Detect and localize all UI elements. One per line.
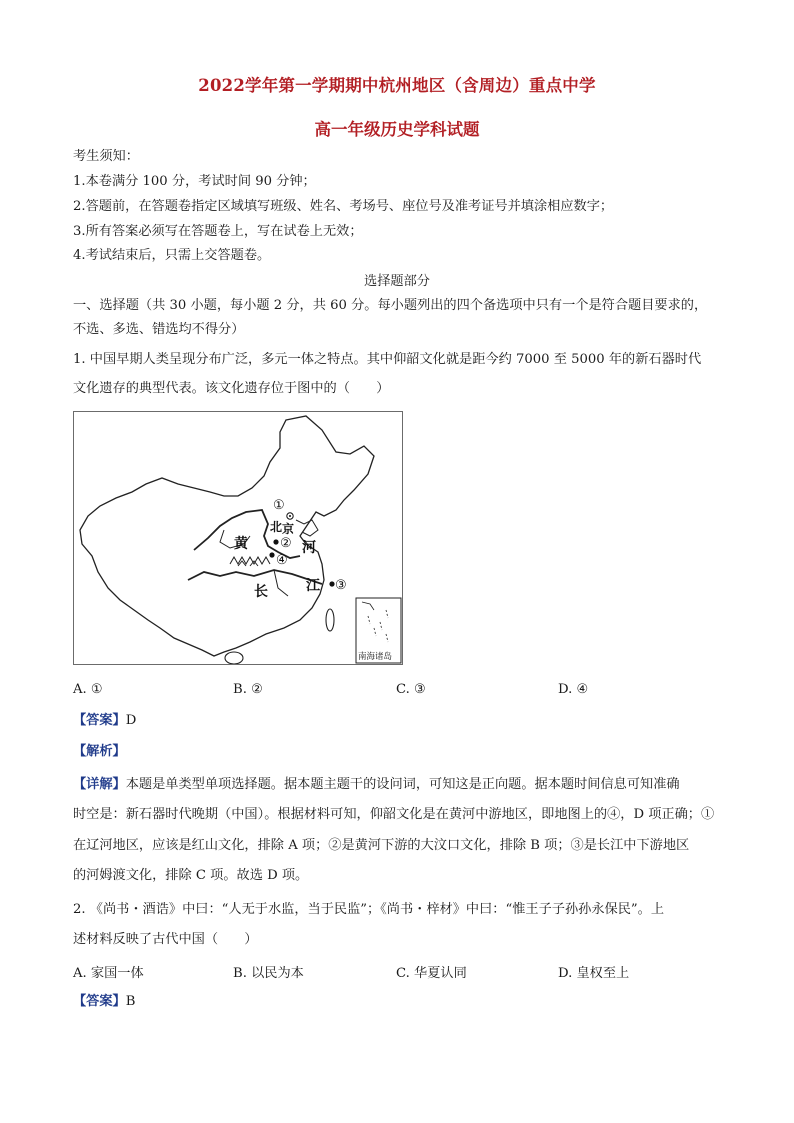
yellow-river-label: 黄 [234, 536, 248, 552]
q1-detail-cont: 在辽河地区，应该是红山文化，排除 A 项；②是黄河下游的大汶口文化，排除 B 项；③是长江中下游地区 [73, 838, 690, 853]
instruction-item: 4.考试结束后，只需上交答题卷。 [73, 248, 271, 263]
yangtze-label: 江 [306, 578, 320, 594]
q1-option-b: B. ② [233, 682, 263, 697]
taiwan-island [326, 609, 334, 631]
instruction-item: 3.所有答案必须写在答题卷上，写在试卷上无效； [73, 224, 363, 239]
exam-title-line2: 高一年级历史学科试题 [314, 120, 480, 139]
marker-1: ① [273, 498, 285, 513]
marker-4: ④ [276, 553, 288, 568]
qinling-mountains-icon [230, 557, 270, 566]
china-outline [80, 416, 374, 656]
answer-value: D [125, 713, 137, 728]
china-map [74, 412, 402, 664]
site-point-3 [329, 581, 334, 586]
section-intro: 一、选择题（共 30 小题，每小题 2 分，共 60 分。每小题列出的四个备选项中只有一个是符合题目要求的， [73, 298, 708, 313]
section-intro-cont: 不选、多选、错选均不得分） [73, 322, 245, 337]
site-point-4 [269, 552, 274, 557]
q1-detail-cont: 的河姆渡文化，排除 C 项。故选 D 项。 [73, 868, 309, 883]
q2-option-c: C. 华夏认同 [396, 966, 467, 981]
answer-tag: 【答案】 [73, 713, 126, 728]
site-point-2 [273, 539, 278, 544]
china-map-figure [73, 411, 403, 665]
beijing-label: 京 [282, 522, 295, 536]
q2-answer [73, 992, 753, 1012]
marker-2: ② [280, 536, 292, 551]
question-1-stem-cont: 文化遗存的典型代表。该文化遗存位于图中的（ ） [73, 381, 390, 396]
marker-3: ③ [335, 578, 347, 593]
q1-detail [73, 775, 753, 795]
q1-answer [73, 711, 753, 731]
exam-title-line1: 2022学年第一学期期中杭州地区（含周边）重点中学 [198, 76, 596, 95]
instructions-heading: 考生须知： [73, 149, 139, 164]
answer-tag: 【答案】 [73, 994, 126, 1009]
detail-text: 本题是单类型单项选择题。据本题主题干的设问词，可知这是正向题。据本题时间信息可知准确 [125, 777, 680, 792]
instruction-item: 1.本卷满分 100 分，考试时间 90 分钟； [73, 174, 316, 189]
q1-analysis [73, 742, 753, 762]
q2-option-b: B. 以民为本 [233, 966, 304, 981]
yellow-river-label: 河 [302, 540, 316, 556]
question-2-stem-cont: 述材料反映了古代中国（ ） [73, 932, 258, 947]
yangtze-river [188, 570, 322, 584]
q1-option-c: C. ③ [396, 682, 426, 697]
question-2-stem: 2. 《尚书・酒诰》中曰：“人无于水监，当于民监”；《尚书・梓材》中曰：“惟王子子孙孙永保民”。上 [73, 902, 665, 917]
q1-option-a: A. ① [73, 682, 103, 697]
q2-option-d: D. 皇权至上 [558, 966, 630, 981]
q1-option-d: D. ④ [558, 682, 589, 697]
beijing-label: 北 [270, 520, 283, 534]
inset-label: 南海诸岛 [358, 652, 393, 662]
detail-tag: 【详解】 [73, 777, 126, 792]
q1-detail-cont: 时空是：新石器时代晚期（中国）。根据材料可知，仰韶文化是在黄河中游地区，即地图上的④，D 项正确；① [73, 807, 715, 822]
analysis-tag: 【解析】 [73, 744, 126, 759]
hainan-island [225, 652, 243, 664]
section-title: 选择题部分 [364, 274, 430, 289]
q2-option-a: A. 家国一体 [73, 966, 144, 981]
south-china-sea-inset [356, 598, 401, 663]
yangtze-label: 长 [254, 584, 268, 600]
question-1-stem: 1. 中国早期人类呈现分布广泛，多元一体之特点。其中仰韶文化就是距今约 7000 至 5000 年的新石器时代 [73, 352, 702, 367]
answer-value: B [125, 994, 136, 1009]
instruction-item: 2.答题前，在答题卷指定区域填写班级、姓名、考场号、座位号及准考证号并填涂相应数字； [73, 199, 614, 214]
